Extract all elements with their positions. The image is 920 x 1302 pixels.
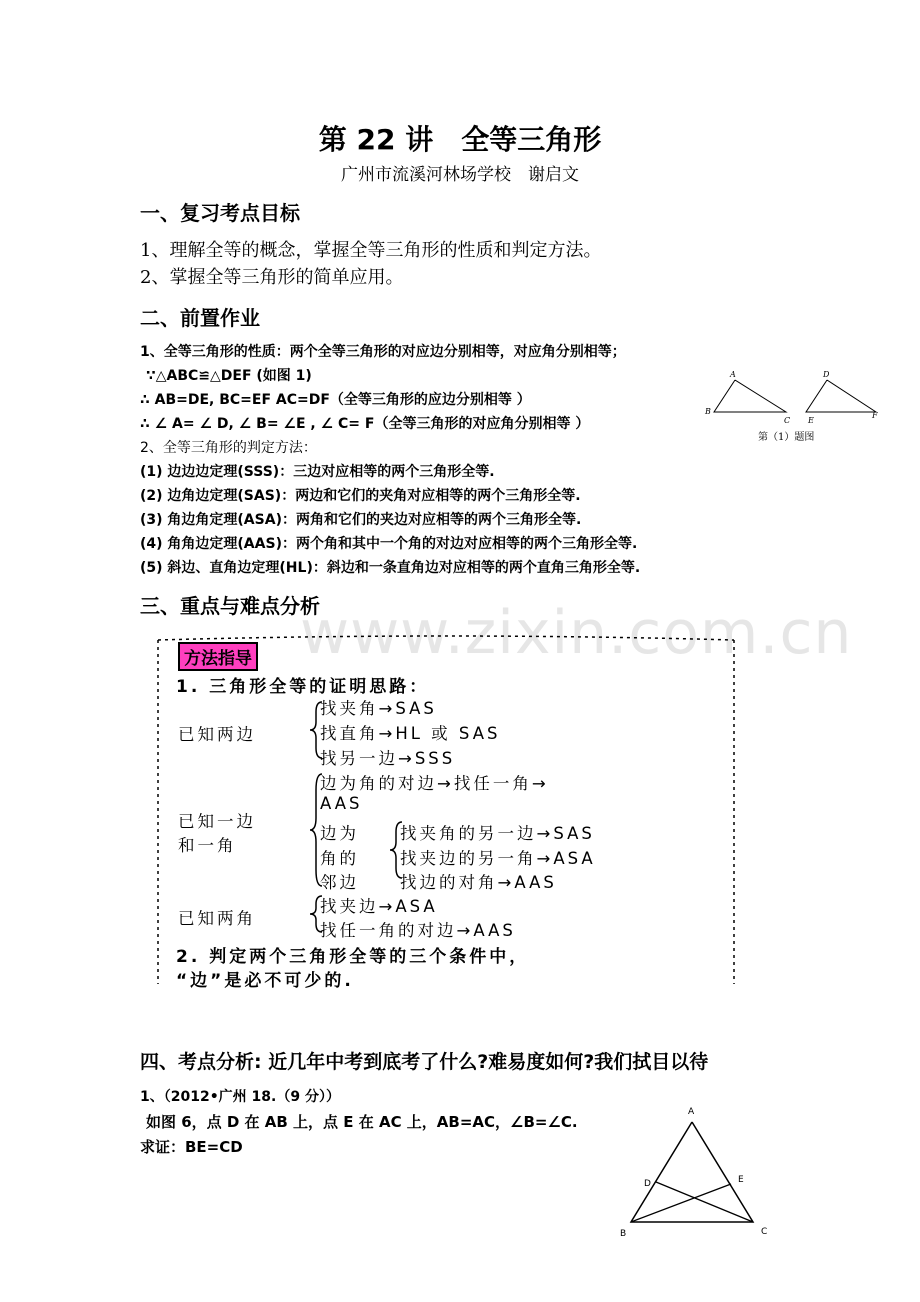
adjacent-label: 边为: [320, 824, 359, 843]
opposite-side-line: 边为角的对边→找任一角→: [320, 774, 549, 793]
two-sides-option: 找另一边→SSS: [320, 749, 456, 768]
label-b: B: [705, 407, 711, 416]
triangle-def: [806, 380, 876, 412]
two-sides-option: 找直角→HL 或 SAS: [320, 724, 501, 743]
isosceles-triangle-figure: [612, 1100, 782, 1250]
adjacent-label: 邻边: [320, 873, 359, 892]
label-c: C: [761, 1227, 768, 1237]
method-sas: (2) 边角边定理(SAS)：两边和它们的夹角对应相等的两个三角形全等.: [140, 488, 581, 504]
segment-be: [631, 1184, 731, 1222]
section1-item: 1、理解全等的概念，掌握全等三角形的性质和判定方法。: [140, 240, 602, 261]
angles-line: ∴ ∠ A= ∠ D, ∠ B= ∠E , ∠ C= F（全等三角形的对应角分别相等 ）: [140, 416, 590, 432]
label-f: F: [872, 411, 878, 420]
method-asa: (3) 角边角定理(ASA)：两角和它们的夹边对应相等的两个三角形全等.: [140, 512, 582, 528]
method-guide-label: 方法指导: [178, 642, 258, 671]
section3-heading: 三、重点与难点分析: [140, 594, 320, 618]
section4-heading: 四、考点分析: 近几年中考到底考了什么?难易度如何?我们拭目以待: [140, 1051, 709, 1073]
guide-point2-cont: “边”是必不可少的.: [176, 971, 354, 991]
prove-statement: 求证：BE=CD: [140, 1138, 243, 1156]
label-a: A: [688, 1107, 695, 1117]
adjacent-option: 找夹边的另一角→ASA: [400, 849, 596, 868]
label-e: E: [738, 1175, 744, 1185]
known-side-angle: 已知一边: [178, 812, 256, 831]
opposite-side-result: AAS: [320, 794, 363, 813]
method-aas: (4) 角角边定理(AAS)：两个角和其中一个角的对边对应相等的两个三角形全等.: [140, 536, 638, 552]
label-a: A: [730, 370, 736, 379]
watermark: www.zixin.com.cn: [300, 598, 853, 668]
section2-heading: 二、前置作业: [140, 306, 260, 330]
method-guide-box: [150, 632, 742, 991]
two-angles-option: 找任一角的对边→AAS: [320, 921, 516, 940]
two-angles-option: 找夹边→ASA: [320, 897, 438, 916]
section1-item: 2、掌握全等三角形的简单应用。: [140, 267, 404, 288]
known-two-angles: 已知两角: [178, 909, 256, 928]
sides-line: ∴ AB=DE, BC=EF AC=DF（全等三角形的应边分别相等 ）: [140, 392, 531, 408]
label-e: E: [808, 416, 814, 425]
segment-dc: [656, 1182, 753, 1222]
section1-heading: 一、复习考点目标: [140, 201, 300, 225]
known-two-sides: 已知两边: [178, 725, 256, 744]
adjacent-option: 找边的对角→AAS: [400, 873, 557, 892]
known-side-angle: 和一角: [178, 836, 237, 855]
guide-point1: 1. 三角形全等的证明思路：: [176, 677, 430, 697]
label-d: D: [823, 370, 830, 379]
problem-text: 如图 6，点 D 在 AB 上，点 E 在 AC 上，AB=AC，∠B=∠C.: [146, 1113, 578, 1131]
adjacent-label: 角的: [320, 849, 359, 868]
two-sides-option: 找夹角→SAS: [320, 699, 437, 718]
methods-line: 2、全等三角形的判定方法：: [140, 440, 317, 456]
property-line: 1、全等三角形的性质：两个全等三角形的对应边分别相等，对应角分别相等；: [140, 344, 626, 360]
guide-point2: 2. 判定两个三角形全等的三个条件中，: [176, 947, 530, 967]
adjacent-option: 找夹角的另一边→SAS: [400, 824, 595, 843]
label-b: B: [620, 1229, 627, 1239]
triangle-abc: [714, 380, 786, 412]
congruent-triangles-figure: [700, 368, 890, 448]
author-line: 广州市流溪河林场学校 谢启文: [341, 165, 579, 185]
method-hl: (5) 斜边、直角边定理(HL)：斜边和一条直角边对应相等的两个直角三角形全等.: [140, 560, 641, 576]
label-c: C: [784, 416, 791, 425]
problem-title: 1、（2012•广州 18.（9 分））: [140, 1089, 340, 1105]
label-d: D: [644, 1179, 651, 1189]
method-sss: (1) 边边边定理(SSS)：三边对应相等的两个三角形全等.: [140, 464, 495, 480]
page-title: 第 22 讲 全等三角形: [318, 123, 602, 156]
figure-caption: 第（1）题图: [758, 432, 815, 443]
given-line: ∵△ABC≌△DEF (如图 1): [146, 368, 312, 384]
triangle-abc: [631, 1122, 753, 1222]
